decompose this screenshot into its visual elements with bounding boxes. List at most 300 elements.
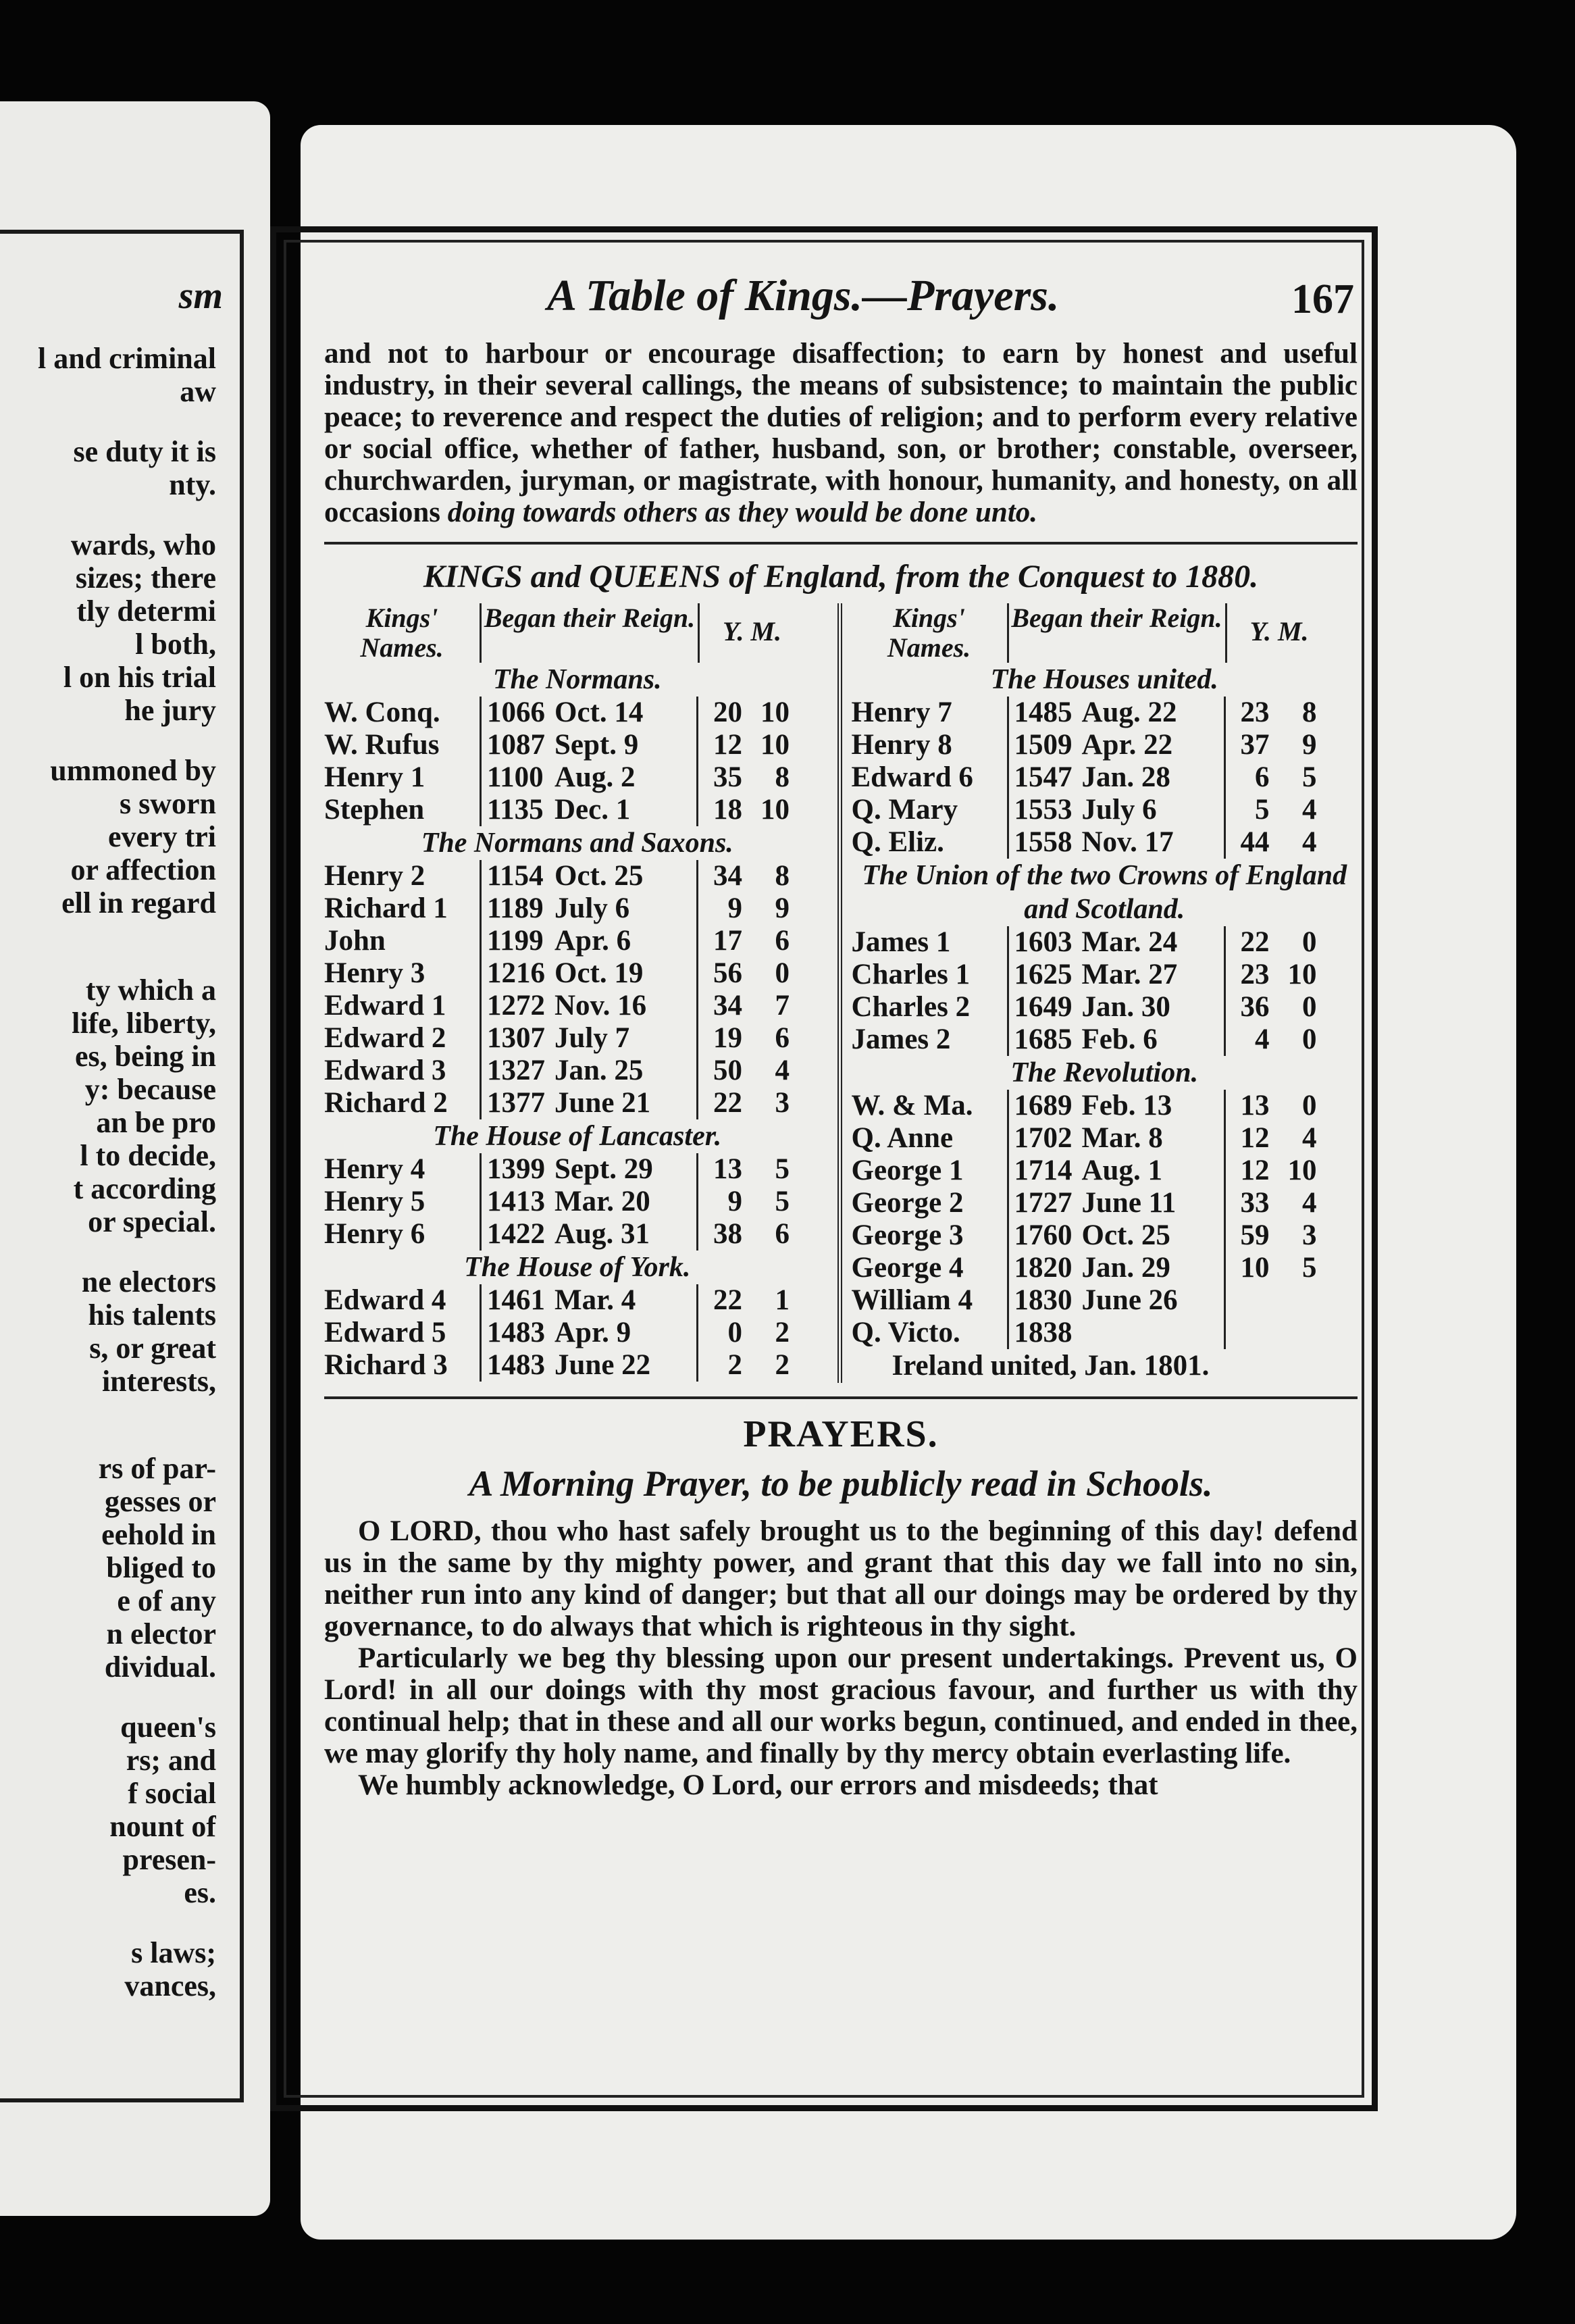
reign-years: 12: [696, 729, 742, 761]
reign-months: 10: [1287, 959, 1317, 990]
reign-years: 13: [696, 1153, 742, 1186]
reign-year: 1553: [1007, 794, 1082, 826]
reign-years: 22: [696, 1087, 742, 1119]
left-page-line: l and criminal: [37, 342, 216, 375]
table-row: [852, 1284, 1358, 1317]
left-page-line: [0, 727, 216, 754]
reign-years: 37: [1224, 729, 1270, 761]
reign-date: Oct. 25: [1081, 1219, 1170, 1251]
reign-years: 22: [696, 1284, 742, 1317]
left-page-line: [0, 1909, 216, 1936]
monarch-name: James 1: [851, 926, 951, 958]
reign-year: 1702: [1007, 1122, 1082, 1155]
left-page-line: eehold in: [101, 1518, 216, 1551]
reign-years: 35: [696, 761, 742, 794]
left-page-line: es.: [184, 1876, 216, 1909]
left-page-line: [0, 501, 216, 528]
reign-date: Aug. 2: [554, 761, 636, 793]
reign-years: 2: [696, 1349, 742, 1382]
left-page-line: ummoned by: [50, 754, 216, 787]
reign-months: 4: [1302, 1122, 1317, 1154]
table-row: [324, 1087, 831, 1119]
reign-date: June 21: [554, 1087, 651, 1119]
left-page-line: l to decide,: [80, 1139, 216, 1172]
header-ym: Y. M.: [698, 603, 804, 663]
monarch-name: William 4: [851, 1284, 973, 1316]
left-running-head: sm: [178, 275, 223, 317]
reign-year: 1422: [480, 1218, 554, 1251]
running-title: A Table of Kings.—Prayers.: [547, 271, 1060, 320]
reign-year: 1307: [480, 1022, 554, 1055]
reign-years: 50: [696, 1055, 742, 1087]
table-row: [852, 1317, 1358, 1349]
reign-year: 1461: [480, 1284, 554, 1317]
left-page-line: y: because: [84, 1073, 216, 1106]
monarch-name: Henry 7: [851, 697, 952, 728]
reign-years: 22: [1224, 926, 1270, 959]
table-row: [852, 826, 1358, 859]
monarch-name: Q. Victo.: [851, 1317, 960, 1348]
table-row: [852, 1155, 1358, 1187]
reign-year: 1327: [480, 1055, 554, 1087]
reign-year: 1154: [480, 860, 554, 892]
monarch-name: Richard 3: [324, 1349, 448, 1381]
monarch-name: Henry 4: [324, 1153, 425, 1185]
table-row: [852, 1090, 1358, 1122]
reign-year: 1399: [480, 1153, 554, 1186]
reign-months: 0: [1302, 991, 1317, 1023]
prayers-heading: PRAYERS.: [743, 1413, 939, 1455]
reign-months: [1270, 1317, 1317, 1349]
reign-date: Feb. 13: [1081, 1090, 1172, 1121]
monarch-name: Henry 5: [324, 1186, 425, 1217]
reign-year: 1483: [480, 1349, 554, 1382]
monarch-name: Edward 3: [324, 1055, 446, 1086]
header-ym: Y. M.: [1225, 603, 1332, 663]
monarch-name: George 3: [851, 1219, 964, 1251]
monarch-name: George 2: [851, 1187, 964, 1219]
reign-year: 1272: [480, 990, 554, 1022]
prayer-subtitle: A Morning Prayer, to be publicly read in Schools.: [469, 1463, 1213, 1504]
reign-months: 0: [775, 957, 790, 989]
left-page-text: [0, 342, 216, 2002]
table-row: [324, 761, 831, 794]
reign-months: 2: [775, 1349, 790, 1381]
house-heading: The Houses united.: [990, 664, 1218, 695]
reign-year: 1714: [1007, 1155, 1082, 1187]
left-page: [0, 101, 270, 2216]
left-page-line: wards, who: [70, 528, 216, 561]
running-head: [324, 257, 1358, 338]
table-title: KINGS and QUEENS of England, from the Conquest to 1880.: [423, 559, 1259, 595]
reign-date: Mar. 27: [1081, 959, 1178, 990]
reign-years: 4: [1224, 1024, 1270, 1056]
reign-date: Feb. 6: [1081, 1024, 1158, 1055]
reign-date: Sept. 9: [554, 729, 639, 761]
intro-text: and not to harbour or encourage disaffection; to earn by honest and useful industry, in their several callings, the means of subsistence; to maintain the public peace; to reverence and respect the duties of religion; and to perform every relative or social office, whether of father, husband, son, or brother; constable, overseer, churchwarden, juryman, or magistrate, with honour, humanity, and honesty, on all occasions: [324, 338, 1358, 528]
reign-months: 4: [775, 1055, 790, 1086]
table-row: [852, 697, 1358, 729]
table-row: [324, 1153, 831, 1186]
left-page-line: se duty it is: [73, 435, 216, 468]
reign-years: 12: [1224, 1155, 1270, 1187]
reign-years: 23: [1224, 697, 1270, 729]
table-row: [324, 1218, 831, 1251]
left-page-line: [0, 1425, 216, 1452]
table-row: [324, 1186, 831, 1218]
reign-years: [1224, 1284, 1270, 1317]
left-page-line: every tri: [108, 820, 216, 853]
reign-date: Mar. 4: [554, 1284, 636, 1316]
left-page-line: [0, 1398, 216, 1425]
prayer-text: [324, 1515, 1358, 1801]
reign-months: 6: [775, 925, 790, 957]
left-page-line: presen-: [122, 1843, 216, 1876]
reign-date: July 7: [554, 1022, 630, 1054]
reign-years: 13: [1224, 1090, 1270, 1122]
reign-year: 1199: [480, 925, 554, 957]
header-names: Kings' Names.: [360, 603, 444, 663]
monarch-name: Edward 2: [324, 1022, 446, 1054]
left-page-line: [0, 919, 216, 946]
table-row: [324, 925, 831, 957]
table-row: [852, 1252, 1358, 1284]
monarch-name: Henry 1: [324, 761, 425, 793]
left-page-line: bliged to: [106, 1551, 216, 1584]
left-page-line: s sworn: [119, 787, 216, 820]
reign-year: 1558: [1007, 826, 1082, 859]
reign-date: Sept. 29: [554, 1153, 653, 1185]
reign-year: 1485: [1007, 697, 1082, 729]
table-row: [852, 1187, 1358, 1219]
prayer-paragraph: We humbly acknowledge, O Lord, our errors and misdeeds; that: [358, 1769, 1158, 1801]
house-heading: The Normans.: [492, 664, 662, 695]
monarch-name: Q. Anne: [851, 1122, 954, 1154]
table-row: [324, 794, 831, 826]
table-row: [324, 860, 831, 892]
monarch-name: Henry 2: [324, 860, 425, 892]
header-reign: Began their Reign.: [1007, 603, 1225, 663]
reign-months: 9: [1302, 729, 1317, 761]
house-heading: The House of Lancaster.: [433, 1121, 722, 1152]
house-heading: The House of York.: [464, 1252, 691, 1283]
table-row: [852, 761, 1358, 794]
reign-date: July 6: [1081, 794, 1157, 826]
left-page-line: rs of par-: [98, 1452, 216, 1485]
table-left-half: [324, 603, 842, 1383]
left-page-line: e of any: [117, 1584, 216, 1617]
table-row: [852, 729, 1358, 761]
reign-months: 9: [775, 892, 790, 924]
reign-year: 1189: [480, 892, 554, 925]
reign-year: 1830: [1007, 1284, 1082, 1317]
table-row: [324, 729, 831, 761]
left-page-line: sizes; there: [75, 561, 216, 595]
reign-months: 5: [1302, 761, 1317, 793]
prayer-paragraph: Particularly we beg thy blessing upon our present undertakings. Prevent us, O Lord! in all our doings with thy most gracious favour, and further us with thy continual help; that in these and all our works begun, continued, and ended in thee, we may glorify thy holy name, and finally by thy mercy obtain everlasting life.: [324, 1642, 1358, 1769]
monarch-name: George 1: [851, 1155, 964, 1186]
monarch-name: Q. Mary: [851, 794, 958, 826]
monarch-name: W. & Ma.: [851, 1090, 973, 1121]
left-page-line: s laws;: [131, 1936, 216, 1969]
reign-year: 1760: [1007, 1219, 1082, 1252]
reign-months: 5: [1302, 1252, 1317, 1284]
reign-years: 33: [1224, 1187, 1270, 1219]
left-page-line: dividual.: [104, 1650, 216, 1684]
left-page-line: [0, 1684, 216, 1711]
monarch-name: W. Rufus: [324, 729, 440, 761]
reign-months: 1: [775, 1284, 790, 1316]
reign-year: 1413: [480, 1186, 554, 1218]
reign-months: 6: [775, 1218, 790, 1250]
reign-year: 1100: [480, 761, 554, 794]
reign-date: June 11: [1081, 1187, 1177, 1219]
reign-months: 10: [760, 697, 790, 728]
table-right-half: [842, 603, 1358, 1383]
reign-years: 9: [696, 1186, 742, 1218]
reign-years: 12: [1224, 1122, 1270, 1155]
table-row: [324, 1284, 831, 1317]
left-page-line: an be pro: [96, 1106, 216, 1139]
reign-date: Oct. 25: [554, 860, 644, 892]
page-number: 167: [1291, 276, 1354, 322]
monarch-name: Edward 1: [324, 990, 446, 1021]
monarch-name: Henry 6: [324, 1218, 425, 1250]
left-page-line: [0, 1238, 216, 1265]
table-row: [852, 794, 1358, 826]
reign-months: 10: [1287, 1155, 1317, 1186]
reign-date: Apr. 9: [554, 1317, 631, 1348]
monarch-name: Charles 2: [851, 991, 971, 1023]
table-row: [324, 892, 831, 925]
table-footnote: Ireland united, Jan. 1801.: [892, 1350, 1210, 1382]
monarch-name: George 4: [851, 1252, 964, 1284]
reign-year: 1547: [1007, 761, 1082, 794]
reign-year: 1838: [1007, 1317, 1082, 1349]
left-page-frame: [0, 230, 244, 2102]
reign-date: Jan. 25: [554, 1055, 644, 1086]
reign-date: Mar. 24: [1081, 926, 1178, 958]
left-page-line: nount of: [109, 1810, 216, 1843]
monarch-name: John: [324, 925, 386, 957]
reign-years: 0: [696, 1317, 742, 1349]
table-row: [324, 990, 831, 1022]
reign-months: 4: [1302, 1187, 1317, 1219]
table-row: [324, 697, 831, 729]
reign-years: 23: [1224, 959, 1270, 991]
left-page-line: l both,: [135, 628, 216, 661]
table-row: [324, 1349, 831, 1382]
table-column-headers: [852, 603, 1358, 663]
reign-years: [1224, 1317, 1270, 1349]
reign-date: June 26: [1081, 1284, 1178, 1316]
left-page-line: ell in regard: [61, 886, 216, 919]
reign-year: 1066: [480, 697, 554, 729]
house-heading: The Revolution.: [1010, 1057, 1199, 1088]
reign-years: 5: [1224, 794, 1270, 826]
divider: [324, 542, 1358, 545]
reign-months: 4: [1302, 826, 1317, 858]
monarch-name: Charles 1: [851, 959, 971, 990]
reign-years: 10: [1224, 1252, 1270, 1284]
reign-years: 36: [1224, 991, 1270, 1024]
reign-date: Nov. 16: [554, 990, 647, 1021]
left-page-line: gesses or: [105, 1485, 216, 1518]
reign-years: 9: [696, 892, 742, 925]
reign-years: 59: [1224, 1219, 1270, 1252]
table-row: [852, 1219, 1358, 1252]
reign-date: Dec. 1: [554, 794, 631, 826]
reign-months: 6: [775, 1022, 790, 1054]
reign-year: 1649: [1007, 991, 1082, 1024]
reign-date: Aug. 22: [1081, 697, 1177, 728]
reign-date: Oct. 19: [554, 957, 644, 989]
reign-date: Apr. 22: [1081, 729, 1173, 761]
left-page-line: ne electors: [81, 1265, 216, 1298]
table-row: [852, 959, 1358, 991]
reign-years: 34: [696, 860, 742, 892]
left-page-line: or affection: [70, 853, 216, 886]
reign-year: 1509: [1007, 729, 1082, 761]
monarch-name: Edward 4: [324, 1284, 446, 1316]
reign-months: 3: [775, 1087, 790, 1119]
left-page-line: queen's: [120, 1711, 216, 1744]
table-row: [852, 926, 1358, 959]
reign-years: 6: [1224, 761, 1270, 794]
reign-date: Jan. 30: [1081, 991, 1170, 1023]
reign-year: 1685: [1007, 1024, 1082, 1056]
reign-date: June 22: [554, 1349, 651, 1381]
monarch-name: Henry 8: [851, 729, 952, 761]
table-row: [324, 1055, 831, 1087]
reign-years: 44: [1224, 826, 1270, 859]
reign-months: 3: [1302, 1219, 1317, 1251]
left-page-line: f social: [128, 1777, 216, 1810]
left-page-line: he jury: [124, 694, 216, 727]
table-column-headers: [324, 603, 831, 663]
reign-date: Oct. 14: [554, 697, 644, 728]
table-row: [324, 1317, 831, 1349]
monarch-name: Stephen: [324, 794, 425, 826]
reign-year: 1483: [480, 1317, 554, 1349]
monarch-name: W. Conq.: [324, 697, 440, 728]
left-page-line: l on his trial: [63, 661, 216, 694]
reign-date: Aug. 1: [1081, 1155, 1162, 1186]
left-page-line: his talents: [88, 1298, 216, 1332]
left-page-line: [0, 946, 216, 974]
page-content: [324, 257, 1358, 1801]
left-page-line: tly determi: [76, 595, 216, 628]
table-row: [324, 1022, 831, 1055]
table-row: [852, 1024, 1358, 1056]
reign-years: 56: [696, 957, 742, 990]
reign-months: 5: [775, 1153, 790, 1185]
left-page-line: interests,: [101, 1365, 216, 1398]
table-row: [852, 1122, 1358, 1155]
reign-months: 10: [760, 729, 790, 761]
left-page-line: nty.: [169, 468, 216, 501]
left-page-line: [0, 408, 216, 435]
reign-year: 1377: [480, 1087, 554, 1119]
reign-date: Mar. 8: [1081, 1122, 1163, 1154]
reign-months: 7: [775, 990, 790, 1021]
reign-months: 8: [775, 761, 790, 793]
reign-date: July 6: [554, 892, 630, 924]
left-page-line: ty which a: [85, 974, 216, 1007]
reign-years: 17: [696, 925, 742, 957]
reign-years: 18: [696, 794, 742, 826]
reign-months: 0: [1302, 1024, 1317, 1055]
reign-year: 1727: [1007, 1187, 1082, 1219]
reign-months: 0: [1302, 926, 1317, 958]
reign-year: 1689: [1007, 1090, 1082, 1122]
monarch-name: Q. Eliz.: [851, 826, 944, 858]
reign-year: 1216: [480, 957, 554, 990]
reign-date: [1082, 1317, 1224, 1349]
reign-months: 4: [1302, 794, 1317, 826]
reign-months: 8: [1302, 697, 1317, 728]
left-page-line: aw: [180, 375, 216, 408]
reign-date: Apr. 6: [554, 925, 631, 957]
left-page-line: vances,: [124, 1969, 216, 2002]
house-heading: The Normans and Saxons.: [421, 828, 733, 859]
monarch-name: James 2: [851, 1024, 951, 1055]
left-page-line: es, being in: [74, 1040, 216, 1073]
reign-months: [1270, 1284, 1317, 1317]
kings-table: [324, 603, 1358, 1383]
intro-paragraph: [324, 338, 1358, 528]
reign-years: 19: [696, 1022, 742, 1055]
monarch-name: Richard 2: [324, 1087, 448, 1119]
house-heading: The Union of the two Crowns of England and Scotland.: [862, 860, 1347, 925]
reign-year: 1135: [480, 794, 554, 826]
table-row: [852, 991, 1358, 1024]
prayer-paragraph: O LORD, thou who hast safely brought us to the beginning of this day! defend us in the same by thy mighty power, and grant that this day we fall into no sin, neither run into any kind of danger; but that all our doings may be ordered by thy governance, to do always that which is righteous in thy sight.: [324, 1515, 1358, 1642]
header-names: Kings' Names.: [887, 603, 971, 663]
reign-years: 38: [696, 1218, 742, 1251]
reign-years: 34: [696, 990, 742, 1022]
left-page-line: s, or great: [89, 1332, 216, 1365]
left-page-line: n elector: [106, 1617, 216, 1650]
reign-year: 1625: [1007, 959, 1082, 991]
reign-year: 1603: [1007, 926, 1082, 959]
reign-year: 1820: [1007, 1252, 1082, 1284]
reign-months: 5: [775, 1186, 790, 1217]
reign-date: Jan. 28: [1081, 761, 1170, 793]
monarch-name: Edward 6: [851, 761, 973, 793]
header-reign: Began their Reign.: [480, 603, 698, 663]
reign-year: 1087: [480, 729, 554, 761]
left-page-line: t according: [73, 1172, 216, 1205]
table-row: [324, 957, 831, 990]
reign-date: Jan. 29: [1081, 1252, 1170, 1284]
reign-months: 0: [1302, 1090, 1317, 1121]
reign-months: 2: [775, 1317, 790, 1348]
reign-date: Mar. 20: [554, 1186, 650, 1217]
left-page-line: or special.: [88, 1205, 216, 1238]
reign-date: Aug. 31: [554, 1218, 650, 1250]
intro-italic-text: doing towards others as they would be done unto.: [447, 497, 1038, 528]
reign-months: 10: [760, 794, 790, 826]
left-page-line: rs; and: [126, 1744, 216, 1777]
reign-date: Nov. 17: [1081, 826, 1174, 858]
monarch-name: Edward 5: [324, 1317, 446, 1348]
left-page-line: life, liberty,: [72, 1007, 216, 1040]
reign-years: 20: [696, 697, 742, 729]
reign-months: 8: [775, 860, 790, 892]
monarch-name: Richard 1: [324, 892, 448, 924]
divider: [324, 1396, 1358, 1399]
